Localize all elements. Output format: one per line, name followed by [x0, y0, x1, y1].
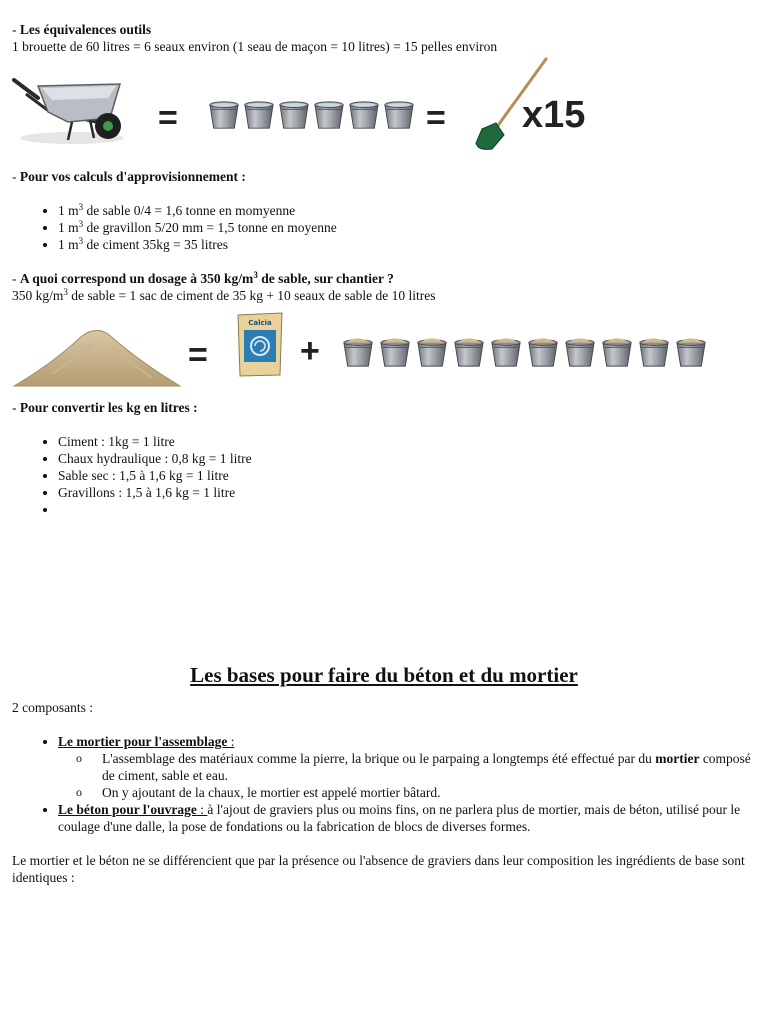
list-item: • Chaux hydraulique : 0,8 kg = 1 litre — [58, 450, 756, 467]
mortier-sublist — [58, 750, 756, 801]
equals-sign-2: = — [426, 99, 446, 137]
list-item: • Gravillons : 1,5 à 1,6 kg = 1 litre — [58, 484, 756, 501]
list-item: • 1 $m^3$ de sable 0/4 = 1,6 tonne en momyenne — [58, 202, 756, 219]
bucket-icon — [243, 100, 275, 130]
intro-text: 2 composants : — [12, 700, 93, 715]
sand-bucket-icon — [453, 336, 485, 368]
bucket-icon — [278, 100, 310, 130]
tools-title: Les équivalences outils — [19, 22, 152, 37]
sand-bucket-icon — [601, 336, 633, 368]
cement-bag-icon — [234, 312, 286, 378]
svg-text:Calcia: Calcia — [248, 319, 272, 327]
sand-bucket-icon — [379, 336, 411, 368]
sand-bucket-icon — [564, 336, 596, 368]
tools-figure — [12, 55, 756, 168]
list-item: o On y ajoutant de la chaux, le mortier est appelé mortier bâtard. — [102, 784, 756, 801]
sand-bucket-row — [342, 336, 712, 370]
multiplier-label: x15 — [522, 94, 586, 136]
dosage-title: A quoi correspond un dosage à 350 $kg/m^3$ de sable, sur chantier ? — [19, 270, 394, 286]
beton-label: Le béton pour l'ouvrage — [58, 802, 197, 817]
list-item: • 1 $m^3$ de gravillon 5/20 mm = 1,5 tonne en moyenne — [58, 219, 756, 236]
supply-list — [12, 202, 756, 253]
sand-bucket-icon — [490, 336, 522, 368]
dosage-line: 350 $kg/m^3$ de sable = 1 sac de ciment de 35 kg + 10 seaux de sable de 10 litres — [12, 287, 436, 303]
tools-line: 1 brouette de 60 litres = 6 seaux environ (1 seau de maçon = 10 litres) = 15 pelles environ — [12, 39, 498, 54]
sand-bucket-icon — [675, 336, 707, 368]
supply-title: Pour vos calculs d'approvisionnement : — [19, 169, 246, 184]
sand-pile-icon — [12, 324, 182, 390]
dosage-heading: - A quoi correspond un dosage à 350 $kg/m^3$ de sable, sur chantier ? — [12, 270, 394, 286]
sand-bucket-icon — [527, 336, 559, 368]
page-title: Les bases pour faire du béton et du mortier — [190, 663, 578, 687]
bucket-row — [208, 100, 418, 132]
equals-sign-3: = — [188, 336, 208, 374]
equals-sign-1: = — [158, 99, 178, 137]
convert-list — [12, 433, 756, 518]
tools-heading: - Les équivalences outils — [12, 22, 152, 37]
sand-bucket-icon — [342, 336, 374, 368]
wheelbarrow-icon — [12, 68, 130, 146]
list-item-empty — [58, 501, 756, 518]
sand-bucket-icon — [416, 336, 448, 368]
list-item: • Ciment : 1kg = 1 litre — [58, 433, 756, 450]
bucket-icon — [348, 100, 380, 130]
list-item-mortier: • Le mortier pour l'assemblage : o L'assemblage des matériaux comme la pierre, la brique ou le parpaing a longtemps été effectué par du mortier composé de ciment, sable et eau. o On y ajoutant de la chaux, le mortier est appelé mortier bâtard. — [58, 733, 756, 801]
bucket-icon — [383, 100, 415, 130]
list-item: o L'assemblage des matériaux comme la pierre, la brique ou le parpaing a longtemps été effectué par du mortier composé de ciment, sable et eau. — [102, 750, 756, 784]
supply-heading: - Pour vos calculs d'approvisionnement : — [12, 169, 246, 184]
convert-heading: - Pour convertir les kg en litres : — [12, 400, 198, 415]
mortier-label: Le mortier pour l'assemblage — [58, 734, 228, 749]
bucket-icon — [313, 100, 345, 130]
list-item: • Sable sec : 1,5 à 1,6 kg = 1 litre — [58, 467, 756, 484]
sand-bucket-icon — [638, 336, 670, 368]
list-item-beton: • Le béton pour l'ouvrage : à l'ajout de graviers plus ou moins fins, on ne parlera plus de mortier, mais de béton, utilisé pour le coulage d'une dalle, la pose de fondations ou la fabrication de blocs de diverses formes. — [58, 801, 756, 835]
components-list — [12, 733, 756, 835]
conclusion-text: Le mortier et le béton ne se différencient que par la présence ou l'absence de graviers dans leur composition les ingrédients de base sont identiques : — [12, 853, 745, 885]
convert-title: Pour convertir les kg en litres : — [19, 400, 198, 415]
bucket-icon — [208, 100, 240, 130]
dosage-figure — [12, 304, 756, 399]
plus-sign: + — [300, 332, 320, 370]
document-page — [12, 21, 756, 886]
list-item: • 1 $m^3$ de ciment 35kg = 35 litres — [58, 236, 756, 253]
